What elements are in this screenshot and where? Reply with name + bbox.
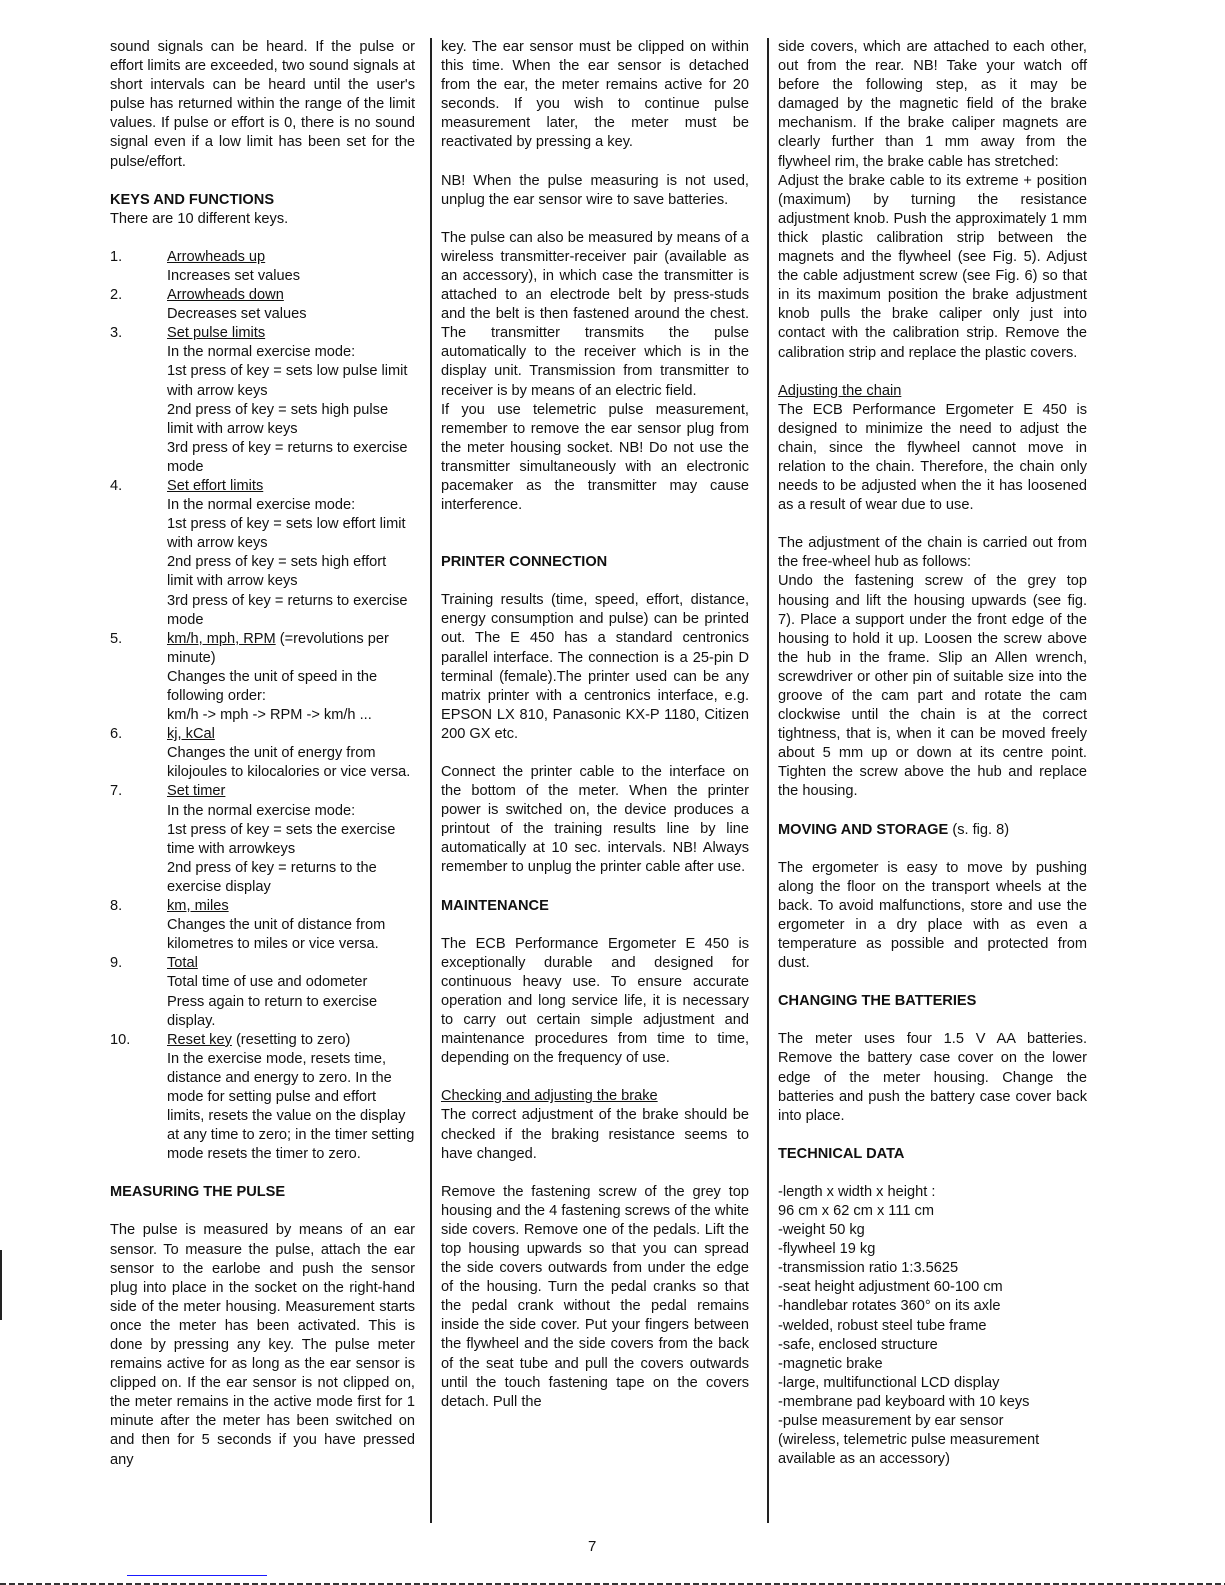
tech-item: -large, multifunctional LCD display (778, 1374, 1000, 1391)
key-number: 1. (110, 248, 123, 265)
key-number: 4. (110, 477, 123, 494)
paragraph-chain-design: The ECB Performance Ergometer E 450 is designed to minimize the need to adjust the chain, since the flywheel cannot move in relation to the chain. Therefore, the chain only needs to be adjusted when the it has loosened as a result of wear due to use. (778, 401, 1087, 514)
key-description (167, 897, 415, 954)
column-divider (767, 38, 769, 1523)
keys-list (110, 248, 415, 1165)
key-number: 2. (110, 287, 123, 304)
keys-intro: There are 10 different keys. (110, 210, 289, 227)
paragraph-pulse-continued: key. The ear sensor must be clipped on within this time. When the ear sensor is detached from the ear, the meter remains active for 20 seconds. If you wish to continue pulse measurement later, the meter must be reactivated by pressing a key. (441, 39, 749, 151)
key-detail-line: 3rd press of key = returns to exercise mode (167, 439, 408, 475)
key-title: Set pulse limits (167, 325, 266, 342)
key-detail-line: Changes the unit of energy from kilojoules to kilocalories or vice versa. (167, 745, 411, 781)
tech-item: 96 cm x 62 cm x 111 cm (778, 1202, 934, 1219)
tech-item: -safe, enclosed structure (778, 1336, 938, 1353)
key-detail-line: Decreases set values (167, 306, 307, 323)
key-detail-line: In the exercise mode, resets time, distance and energy to zero. In the mode for setting pulse and effort limits, resets the value on the display at any time to zero; in the timer setting mode resets the timer to zero. (167, 1050, 415, 1163)
key-detail-line: km/h -> mph -> RPM -> km/h ... (167, 707, 372, 724)
paragraph-printer-cable: Connect the printer cable to the interface on the bottom of the meter. When the printer power is switched on, the device produces a printout of the training results line by line automatically at 10 sec. intervals. NB! Always remember to unplug the printer cable after use. (441, 764, 749, 876)
paragraph-printer-results: Training results (time, speed, effort, distance, energy consumption and pulse) can be printed out. The E 450 has a standard centronics parallel interface. The connection is a 25-pin D terminal (female).The printer used can be any matrix printer with a centronics interface, e.g. EPSON LX 810, Panasonic KX-P 1180, Citizen 200 GX etc. (441, 592, 749, 742)
heading-changing-batteries: CHANGING THE BATTERIES (778, 993, 977, 1010)
key-detail-line: 1st press of key = sets the exercise time with arrowkeys (167, 821, 396, 857)
paragraph-telemetric: If you use telemetric pulse measurement, remember to remove the ear sensor plug from the meter housing socket. NB! Do not use the transmitter simultaneously with an electronic pacemaker as the transmitter may cause interference. (441, 401, 749, 514)
key-detail-line: Press again to return to exercise display. (167, 993, 378, 1029)
key-title-suffix: (=revolutions per minute) (167, 630, 389, 666)
heading-moving-and-storage (778, 821, 1087, 840)
paragraph-moving: The ergometer is easy to move by pushing along the floor on the transport wheels at the back. To avoid malfunctions, store and use the ergometer in a dry place with as even a temperature as possible and protected from dust. (778, 859, 1087, 972)
key-detail-line: 1st press of key = sets low pulse limit with arrow keys (167, 363, 408, 399)
tech-item: available as an accessory) (778, 1451, 950, 1468)
tech-item: -welded, robust steel tube frame (778, 1317, 987, 1334)
key-detail-line: 2nd press of key = sets high pulse limit with arrow keys (167, 401, 389, 437)
key-detail-line: Total time of use and odometer (167, 974, 368, 991)
heading-maintenance: MAINTENANCE (441, 897, 549, 914)
key-detail-line: Increases set values (167, 267, 301, 284)
key-title: Total (167, 955, 198, 972)
heading-printer-connection: PRINTER CONNECTION (441, 554, 608, 571)
subheading-adjusting-chain: Adjusting the chain (778, 382, 902, 399)
paragraph-nb-batteries: NB! When the pulse measuring is not used, unplug the ear sensor wire to save batteries. (441, 172, 749, 208)
tech-item: (wireless, telemetric pulse measurement (778, 1432, 1040, 1449)
key-number: 3. (110, 325, 123, 342)
key-detail-line: In the normal exercise mode: (167, 344, 356, 361)
key-detail-line: Changes the unit of speed in the following order: (167, 668, 378, 704)
moving-heading-suffix: (s. fig. 8) (948, 821, 1010, 838)
paragraph-brake-procedure: Remove the fastening screw of the grey top housing and the 4 fastening screws of the white side covers. Remove one of the pedals. Lift the top housing upwards so that you can spread the side covers outwards from under the edge of the housing. Turn the pedal cranks so that the pedal crank without the pedal remains inside the side cover. Put your fingers between the flywheel and the side covers from the back of the seat tube and pull the covers outwards until the touch fastening tape on the covers detach. Pull the (441, 1183, 749, 1410)
key-detail-line: In the normal exercise mode: (167, 497, 356, 514)
column-3 (778, 38, 1087, 1469)
key-number: 5. (110, 630, 123, 647)
page-number: 7 (588, 1538, 597, 1555)
tech-item: -flywheel 19 kg (778, 1241, 876, 1258)
key-title: km, miles (167, 898, 229, 915)
paragraph-sound-signals: sound signals can be heard. If the pulse or effort limits are exceeded, two sound signals at short intervals can be heard until the user's pulse has returned within the range of the limit values. If pulse or effort is 0, there is no sound signal even if a low limit has been set for the pulse/effort. (110, 39, 415, 170)
key-title: Reset key (167, 1031, 232, 1048)
key-description (167, 1031, 415, 1165)
tech-item: -length x width x height : (778, 1183, 936, 1200)
key-number: 9. (110, 955, 123, 972)
key-detail-line: 2nd press of key = sets high effort limit with arrow keys (167, 554, 387, 590)
column-2 (441, 38, 749, 1412)
key-number: 10. (110, 1031, 131, 1048)
column-1 (110, 38, 415, 1470)
scan-edge-mark (0, 1250, 2, 1320)
key-item (110, 725, 415, 782)
tech-item: -weight 50 kg (778, 1222, 865, 1239)
key-item (110, 477, 415, 630)
column-divider (430, 38, 432, 1523)
technical-data-list (778, 1183, 1087, 1469)
key-item (110, 630, 415, 725)
key-detail-line: 1st press of key = sets low effort limit with arrow keys (167, 516, 406, 552)
key-number: 7. (110, 783, 123, 800)
key-title: km/h, mph, RPM (167, 630, 276, 647)
tech-item: -transmission ratio 1:3.5625 (778, 1260, 959, 1277)
subheading-checking-brake: Checking and adjusting the brake (441, 1088, 658, 1105)
paragraph-batteries: The meter uses four 1.5 V AA batteries. Remove the battery case cover on the lower edge of the meter housing. Change the batteries and push the battery case cover back into place. (778, 1031, 1087, 1124)
key-description (167, 782, 415, 897)
heading-measuring-the-pulse: MEASURING THE PULSE (110, 1184, 286, 1201)
key-description (167, 630, 415, 725)
paragraph-maintenance: The ECB Performance Ergometer E 450 is exceptionally durable and designed for continuous heavy use. To ensure accurate operation and long service life, it is necessary to carry out certain simple adjustment and maintenance procedures from time to time, depending on the frequency of use. (441, 935, 749, 1067)
key-description (167, 477, 415, 630)
paragraph-chain-procedure: Undo the fastening screw of the grey top housing and lift the housing upwards (see fig. 7). Place a support under the front edge of the housing to hold it up. Loosen the screw above the hub in the frame. Slip an Allen wrench, screwdriver or other pin of suitable size into the groove of the cam part and rotate the cam clockwise until the chain is at the correct tightness, that is, when it can be moved freely about 5 mm up or down at its centre point. Tighten the screw above the hub and replace the housing. (778, 573, 1087, 800)
key-description (167, 954, 415, 1030)
key-detail-line: In the normal exercise mode: (167, 802, 356, 819)
tech-item: -pulse measurement by ear sensor (778, 1413, 1004, 1429)
key-item (110, 324, 415, 477)
key-number: 6. (110, 726, 123, 743)
key-title: kj, kCal (167, 726, 215, 743)
key-item (110, 782, 415, 897)
tech-item: -magnetic brake (778, 1355, 883, 1372)
tech-item: -membrane pad keyboard with 10 keys (778, 1393, 1030, 1410)
key-item (110, 248, 415, 286)
key-description (167, 725, 415, 782)
paragraph-brake-continued: side covers, which are attached to each other, out from the rear. NB! Take your watch off before the following step, as it may be damaged by the magnetic field of the brake mechanism. If the brake caliper magnets are clearly further than 1 mm away from the flywheel rim, the brake cable has stretched: (778, 39, 1087, 170)
key-number: 8. (110, 898, 123, 915)
tech-item: -seat height adjustment 60-100 cm (778, 1279, 1003, 1296)
key-title: Arrowheads down (167, 287, 284, 304)
blue-line (127, 1575, 267, 1576)
moving-heading-text: MOVING AND STORAGE (778, 821, 949, 838)
heading-technical-data: TECHNICAL DATA (778, 1145, 905, 1162)
paragraph-wireless: The pulse can also be measured by means of a wireless transmitter-receiver pair (available as an accessory), in which case the transmitter is attached to an electrode belt by press-studs and the belt is then fastened around the chest. The transmitter transmits the pulse automatically to the receiver which is in the display unit. Transmission from transmitter to receiver is by means of an electric field. (441, 229, 749, 399)
key-title-suffix: (resetting to zero) (231, 1031, 351, 1048)
key-title: Set effort limits (167, 477, 264, 494)
key-item (110, 286, 415, 324)
key-title: Set timer (167, 783, 226, 800)
tech-item: -handlebar rotates 360° on its axle (778, 1298, 1001, 1315)
paragraph-chain-adjust-intro: The adjustment of the chain is carried out from the free-wheel hub as follows: (778, 535, 1087, 571)
key-title: Arrowheads up (167, 248, 266, 265)
key-detail-line: 2nd press of key = returns to the exercise display (167, 859, 377, 895)
paragraph-brake-check: The correct adjustment of the brake should be checked if the braking resistance seems to have changed. (441, 1107, 749, 1162)
key-item (110, 954, 415, 1030)
paragraph-pulse-measurement: The pulse is measured by means of an ear sensor. To measure the pulse, attach the ear sensor to the earlobe and push the sensor plug into place in the socket on the right-hand side of the meter housing. Measurement starts once the meter has been activated. This is done by pressing any key. The pulse meter remains active for as long as the ear sensor is clipped on. If the ear sensor is not clipped on, the meter remains in the active mode first for 1 minute after the meter has been switched on and then for 5 seconds if you have pressed any (110, 1222, 415, 1468)
heading-keys-and-functions: KEYS AND FUNCTIONS (110, 191, 275, 208)
key-item (110, 1031, 415, 1165)
paragraph-brake-adjust: Adjust the brake cable to its extreme + position (maximum) by turning the resistance adjustment knob. Push the approximately 1 mm thick plastic calibration strip between the magnets and the flywheel (see Fig. 5). Adjust the cable adjustment screw (see Fig. 6) so that in its maximum position the brake adjustment knob pulls the brake caliper only just into contact with the calibration strip. Remove the calibration strip and replace the plastic covers. (778, 172, 1087, 361)
key-item (110, 897, 415, 954)
key-description (167, 286, 415, 324)
key-detail-line: Changes the unit of distance from kilometres to miles or vice versa. (167, 917, 386, 953)
key-detail-line: 3rd press of key = returns to exercise mode (167, 592, 408, 628)
key-description (167, 248, 415, 286)
key-description (167, 324, 415, 477)
